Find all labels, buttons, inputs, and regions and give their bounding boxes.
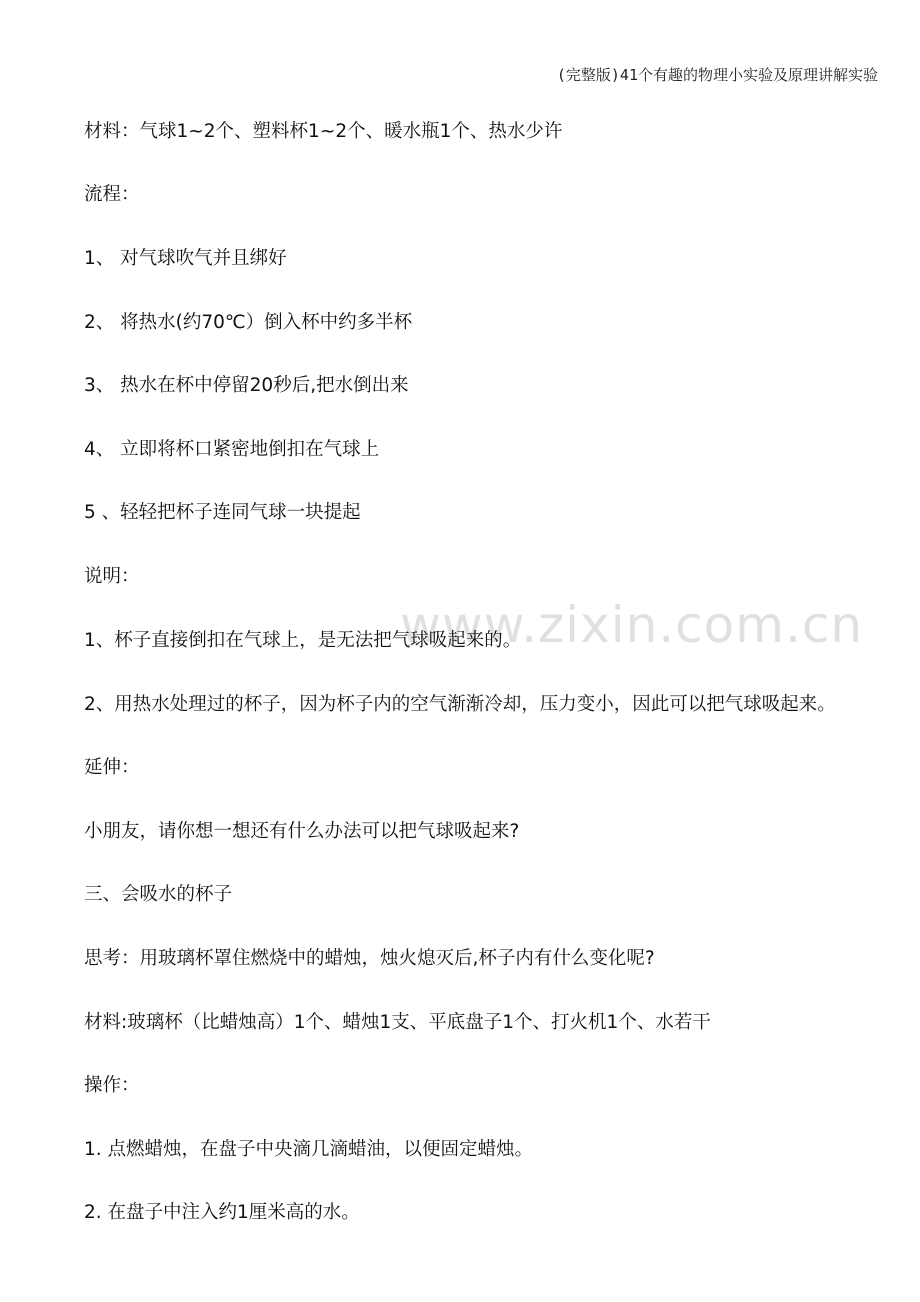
- operation-step-2: 2. 在盘子中注入约1厘米高的水。: [84, 1202, 360, 1223]
- explanation-2: 2、用热水处理过的杯子，因为杯子内的空气渐渐冷却，压力变小，因此可以把气球吸起来。: [84, 694, 836, 715]
- procedure-step-4: 4、 立即将杯口紧密地倒扣在气球上: [84, 439, 380, 460]
- section-heading-explanation: 说明：: [84, 566, 140, 587]
- thinking-question: 思考：用玻璃杯罩住燃烧中的蜡烛，烛火熄灭后,杯子内有什么变化呢?: [84, 948, 655, 969]
- watermark: www.zixin.com.cn: [400, 596, 864, 654]
- operation-step-1: 1. 点燃蜡烛，在盘子中央滴几滴蜡油，以便固定蜡烛。: [84, 1139, 534, 1160]
- section-heading-procedure: 流程：: [84, 184, 140, 205]
- document-header: (完整版)41个有趣的物理小实验及原理讲解实验: [556, 66, 878, 84]
- materials-line: 材料：气球1~2个、塑料杯1~2个、暖水瓶1个、热水少许: [84, 121, 563, 142]
- section-heading-extension: 延伸：: [84, 757, 140, 778]
- materials-line-2: 材料:玻璃杯（比蜡烛高）1个、蜡烛1支、平底盘子1个、打火机1个、水若干: [84, 1012, 711, 1033]
- procedure-step-3: 3、 热水在杯中停留20秒后,把水倒出来: [84, 375, 409, 396]
- extension-question: 小朋友，请你想一想还有什么办法可以把气球吸起来?: [84, 821, 520, 842]
- experiment-title: 三、会吸水的杯子: [84, 884, 233, 905]
- procedure-step-2: 2、 将热水(约70℃）倒入杯中约多半杯: [84, 312, 413, 333]
- section-heading-operation: 操作：: [84, 1075, 140, 1096]
- procedure-step-1: 1、 对气球吹气并且绑好: [84, 248, 287, 269]
- explanation-1: 1、杯子直接倒扣在气球上，是无法把气球吸起来的。: [84, 630, 522, 651]
- procedure-step-5: 5 、轻轻把杯子连同气球一块提起: [84, 502, 361, 523]
